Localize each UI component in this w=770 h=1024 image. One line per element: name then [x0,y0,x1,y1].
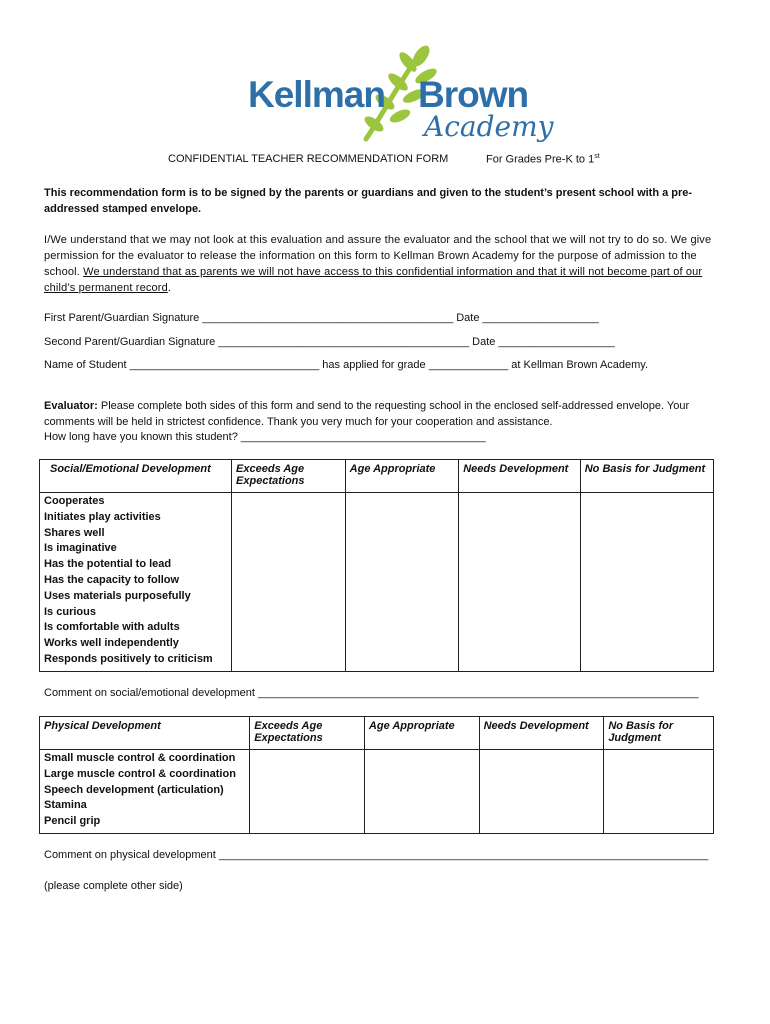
appropriate-cell[interactable] [364,750,479,834]
social-items [40,493,232,672]
physical-table [39,716,714,834]
list-item: Uses materials purposefully [44,589,191,602]
consent-paragraph: I/We understand that we may not look at this evaluation and assure the evaluator and the school that we will not try to do so. We give permission for the evaluator to release the information on this form to Kellman Brown Academy for the purpose of admission to the school. We understand that as parents we will not have access to this confidential information and that it will not become part of our child’s permanent record. [44,234,712,294]
no-basis-header: No Basis for Judgment [580,460,713,493]
exceeds-cell[interactable] [232,493,346,672]
list-item: Has the potential to lead [44,558,172,571]
list-item: Responds positively to criticism [44,652,213,665]
needs-header: Needs Development [459,460,581,493]
evaluator-paragraph: Evaluator: Please complete both sides of this form and send to the requesting school in the enclosed self-addressed envelope. Your comments will be held in strictest confidence. Thank you very much for your cooperation and assistance. [44,400,690,428]
needs-cell[interactable] [479,750,604,834]
no-basis-cell[interactable] [580,493,713,672]
list-item: Is comfortable with adults [44,621,180,634]
list-item: Is imaginative [44,542,117,555]
needs-header: Needs Development [479,717,604,750]
list-item: Initiates play activities [44,510,161,523]
list-item: Stamina [44,799,87,812]
logo-word-academy: Academy [424,110,554,143]
logo-word-kellman: Kellman [248,74,385,115]
no-basis-header: No Basis for Judgment [604,717,714,750]
needs-cell[interactable] [459,493,581,672]
list-item: Speech development (articulation) [44,783,224,796]
list-item: Is curious [44,605,96,618]
social-emotional-table [39,459,714,672]
appropriate-header: Age Appropriate [364,717,479,750]
social-header: Social/Emotional Development [40,460,232,493]
first-signature-line[interactable]: First Parent/Guardian Signature _________________________________________ Date ___________________ [44,312,599,324]
form-title: CONFIDENTIAL TEACHER RECOMMENDATION FORM [168,153,449,165]
appropriate-cell[interactable] [345,493,459,672]
list-item: Small muscle control & coordination [44,752,236,764]
how-long-line[interactable]: How long have you known this student? ________________________________________ [44,431,486,443]
list-item: Cooperates [44,495,105,507]
list-item: Pencil grip [44,815,101,828]
grades-label: For Grades Pre-K to 1st [486,153,600,166]
social-comment-line[interactable]: Comment on social/emotional development ________________________________________________________________________ [44,687,699,699]
appropriate-header: Age Appropriate [345,460,459,493]
footer-note: (please complete other side) [44,880,183,892]
exceeds-cell[interactable] [250,750,365,834]
physical-comment-line[interactable]: Comment on physical development ________________________________________________________________________________ [44,849,709,861]
list-item: Works well independently [44,637,179,650]
logo-word-brown: Brown [418,74,529,115]
exceeds-header: Exceeds Age Expectations [232,460,346,493]
list-item: Shares well [44,526,105,539]
list-item: Has the capacity to follow [44,573,180,586]
no-basis-cell[interactable] [604,750,714,834]
physical-items [40,750,250,834]
physical-header: Physical Development [40,717,250,750]
exceeds-header: Exceeds Age Expectations [250,717,365,750]
student-name-line[interactable]: Name of Student _______________________________ has applied for grade _____________ at Kellman Brown Academy. [44,359,649,371]
intro-text: This recommendation form is to be signed by the parents or guardians and given to the student’s present school with a pre-addressed stamped envelope. [44,187,693,215]
second-signature-line[interactable]: Second Parent/Guardian Signature _________________________________________ Date ___________________ [44,336,615,348]
list-item: Large muscle control & coordination [44,767,236,780]
